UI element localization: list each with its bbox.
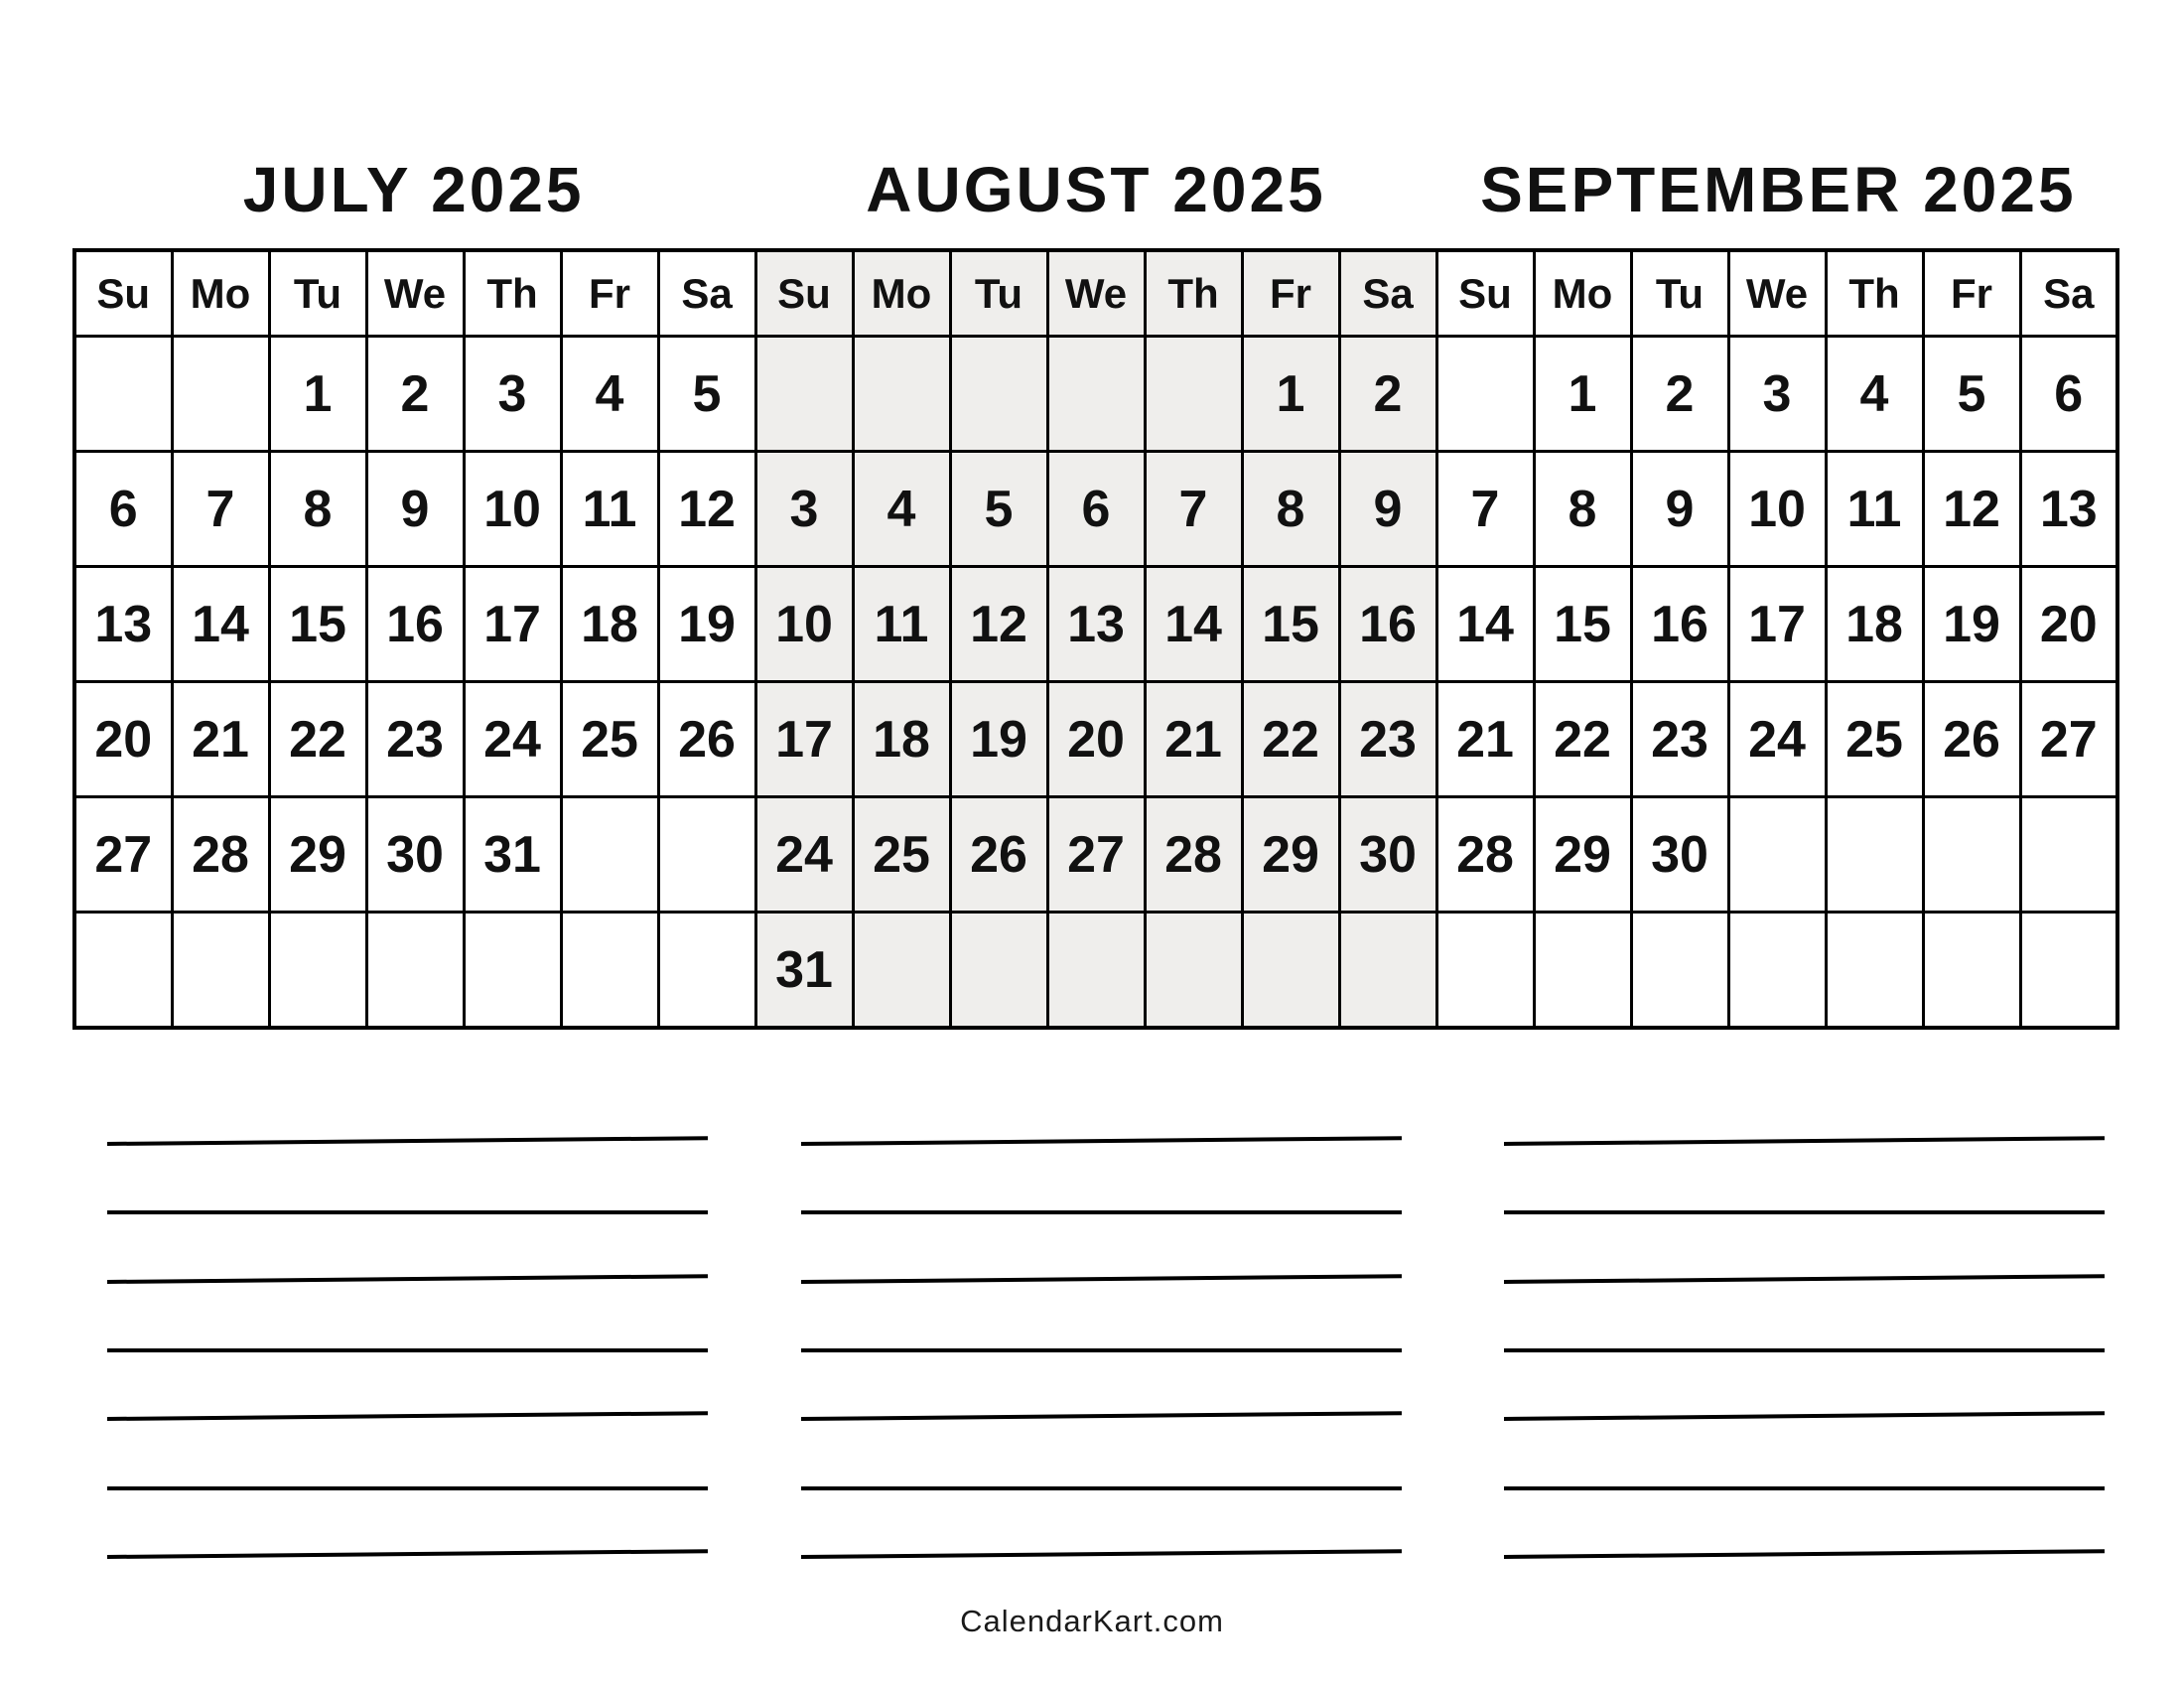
- day-cell: 21: [1436, 682, 1534, 797]
- day-cell: 1: [269, 337, 366, 452]
- week-row: [74, 797, 2117, 913]
- day-cell: 1: [1242, 337, 1339, 452]
- day-cell: 29: [1242, 797, 1339, 913]
- note-line: [801, 1348, 1402, 1352]
- empty-day-cell: [950, 913, 1047, 1029]
- day-cell: 23: [1339, 682, 1436, 797]
- empty-day-cell: [1728, 797, 1826, 913]
- note-line: [1504, 1210, 2105, 1214]
- day-cell: 26: [950, 797, 1047, 913]
- day-cell: 26: [658, 682, 755, 797]
- day-cell: 10: [1728, 452, 1826, 567]
- month-title-september: SEPTEMBER 2025: [1480, 154, 2077, 225]
- day-cell: 14: [172, 567, 269, 682]
- note-line: [1504, 1348, 2105, 1352]
- day-header: Sa: [658, 250, 755, 337]
- note-line: [801, 1549, 1402, 1559]
- week-row: [74, 337, 2117, 452]
- empty-day-cell: [658, 913, 755, 1029]
- day-cell: 2: [366, 337, 464, 452]
- day-header: Tu: [950, 250, 1047, 337]
- day-cell: 7: [1145, 452, 1242, 567]
- day-header: We: [1047, 250, 1145, 337]
- day-cell: 9: [1339, 452, 1436, 567]
- day-header: Su: [1436, 250, 1534, 337]
- day-cell: 17: [755, 682, 853, 797]
- note-line: [107, 1210, 708, 1214]
- day-cell: 7: [172, 452, 269, 567]
- day-cell: 17: [464, 567, 561, 682]
- empty-day-cell: [1923, 797, 2020, 913]
- note-line: [107, 1274, 708, 1284]
- day-header: Fr: [561, 250, 658, 337]
- empty-day-cell: [950, 337, 1047, 452]
- day-cell: 5: [950, 452, 1047, 567]
- note-line: [107, 1348, 708, 1352]
- day-cell: 30: [366, 797, 464, 913]
- empty-day-cell: [464, 913, 561, 1029]
- day-header: We: [366, 250, 464, 337]
- empty-day-cell: [1145, 337, 1242, 452]
- day-cell: 10: [755, 567, 853, 682]
- day-cell: 7: [1436, 452, 1534, 567]
- day-cell: 4: [1826, 337, 1923, 452]
- day-cell: 20: [1047, 682, 1145, 797]
- day-cell: 30: [1339, 797, 1436, 913]
- day-cell: 19: [1923, 567, 2020, 682]
- footer-site-text: CalendarKart.com: [960, 1604, 1224, 1638]
- note-line: [801, 1210, 1402, 1214]
- day-cell: 18: [853, 682, 950, 797]
- notes-group: [107, 1142, 708, 1579]
- day-header: Fr: [1923, 250, 2020, 337]
- day-header: Th: [464, 250, 561, 337]
- empty-day-cell: [172, 337, 269, 452]
- day-cell: 20: [74, 682, 172, 797]
- day-cell: 27: [74, 797, 172, 913]
- day-header: Mo: [1534, 250, 1631, 337]
- empty-day-cell: [1145, 913, 1242, 1029]
- day-cell: 25: [1826, 682, 1923, 797]
- day-cell: 15: [1534, 567, 1631, 682]
- empty-day-cell: [658, 797, 755, 913]
- day-header: Th: [1145, 250, 1242, 337]
- day-header: Tu: [1631, 250, 1728, 337]
- note-line: [107, 1486, 708, 1490]
- note-line: [801, 1486, 1402, 1490]
- day-cell: 16: [366, 567, 464, 682]
- day-cell: 13: [1047, 567, 1145, 682]
- day-cell: 11: [1826, 452, 1923, 567]
- empty-day-cell: [172, 913, 269, 1029]
- day-cell: 25: [853, 797, 950, 913]
- day-cell: 14: [1145, 567, 1242, 682]
- day-header: We: [1728, 250, 1826, 337]
- day-cell: 15: [269, 567, 366, 682]
- calendar-grid: [72, 248, 2119, 1030]
- empty-day-cell: [1923, 913, 2020, 1029]
- day-cell: 21: [1145, 682, 1242, 797]
- day-cell: 21: [172, 682, 269, 797]
- day-cell: 5: [1923, 337, 2020, 452]
- day-cell: 19: [658, 567, 755, 682]
- day-cell: 14: [1436, 567, 1534, 682]
- day-cell: 24: [1728, 682, 1826, 797]
- day-cell: 27: [2020, 682, 2117, 797]
- note-line: [1504, 1486, 2105, 1490]
- week-row: [74, 567, 2117, 682]
- notes-group: [801, 1142, 1402, 1579]
- note-line: [107, 1136, 708, 1146]
- day-cell: 23: [366, 682, 464, 797]
- empty-day-cell: [1728, 913, 1826, 1029]
- day-cell: 3: [755, 452, 853, 567]
- day-cell: 9: [1631, 452, 1728, 567]
- day-cell: 3: [464, 337, 561, 452]
- month-title-july: JULY 2025: [242, 154, 585, 225]
- day-cell: 25: [561, 682, 658, 797]
- day-cell: 6: [1047, 452, 1145, 567]
- empty-day-cell: [853, 913, 950, 1029]
- day-cell: 28: [1145, 797, 1242, 913]
- day-cell: 27: [1047, 797, 1145, 913]
- day-cell: 16: [1339, 567, 1436, 682]
- day-cell: 4: [853, 452, 950, 567]
- note-line: [107, 1411, 708, 1421]
- note-line: [801, 1411, 1402, 1421]
- empty-day-cell: [1826, 797, 1923, 913]
- day-cell: 28: [1436, 797, 1534, 913]
- month-title-august: AUGUST 2025: [866, 154, 1326, 225]
- empty-day-cell: [1242, 913, 1339, 1029]
- empty-day-cell: [1631, 913, 1728, 1029]
- day-cell: 22: [1242, 682, 1339, 797]
- empty-day-cell: [1047, 337, 1145, 452]
- month-titles-row: [72, 95, 2119, 232]
- empty-day-cell: [1047, 913, 1145, 1029]
- day-cell: 31: [755, 913, 853, 1029]
- empty-day-cell: [74, 337, 172, 452]
- day-cell: 12: [658, 452, 755, 567]
- empty-day-cell: [366, 913, 464, 1029]
- day-cell: 19: [950, 682, 1047, 797]
- note-line: [1504, 1549, 2105, 1559]
- day-cell: 29: [1534, 797, 1631, 913]
- day-cell: 24: [755, 797, 853, 913]
- day-cell: 4: [561, 337, 658, 452]
- day-cell: 8: [1534, 452, 1631, 567]
- note-line: [801, 1274, 1402, 1284]
- day-header: Mo: [853, 250, 950, 337]
- day-cell: 30: [1631, 797, 1728, 913]
- notes-group: [1504, 1142, 2105, 1579]
- day-cell: 26: [1923, 682, 2020, 797]
- day-header-row: [74, 250, 2117, 337]
- day-header: Fr: [1242, 250, 1339, 337]
- day-header: Tu: [269, 250, 366, 337]
- day-cell: 3: [1728, 337, 1826, 452]
- empty-day-cell: [561, 797, 658, 913]
- day-cell: 11: [561, 452, 658, 567]
- empty-day-cell: [1826, 913, 1923, 1029]
- note-line: [1504, 1274, 2105, 1284]
- day-cell: 8: [269, 452, 366, 567]
- day-cell: 11: [853, 567, 950, 682]
- day-cell: 18: [1826, 567, 1923, 682]
- day-cell: 20: [2020, 567, 2117, 682]
- day-header: Sa: [2020, 250, 2117, 337]
- day-cell: 2: [1339, 337, 1436, 452]
- day-cell: 13: [74, 567, 172, 682]
- empty-day-cell: [1339, 913, 1436, 1029]
- empty-day-cell: [853, 337, 950, 452]
- note-line: [107, 1549, 708, 1559]
- empty-day-cell: [2020, 797, 2117, 913]
- empty-day-cell: [269, 913, 366, 1029]
- empty-day-cell: [1436, 913, 1534, 1029]
- day-cell: 16: [1631, 567, 1728, 682]
- empty-day-cell: [1534, 913, 1631, 1029]
- day-cell: 6: [2020, 337, 2117, 452]
- empty-day-cell: [74, 913, 172, 1029]
- week-row: [74, 452, 2117, 567]
- day-cell: 22: [1534, 682, 1631, 797]
- day-cell: 18: [561, 567, 658, 682]
- day-cell: 28: [172, 797, 269, 913]
- day-header: Sa: [1339, 250, 1436, 337]
- day-cell: 5: [658, 337, 755, 452]
- day-cell: 23: [1631, 682, 1728, 797]
- note-line: [801, 1136, 1402, 1146]
- empty-day-cell: [2020, 913, 2117, 1029]
- day-header: Su: [755, 250, 853, 337]
- empty-day-cell: [1436, 337, 1534, 452]
- day-cell: 17: [1728, 567, 1826, 682]
- day-cell: 6: [74, 452, 172, 567]
- note-line: [1504, 1411, 2105, 1421]
- day-cell: 31: [464, 797, 561, 913]
- day-cell: 1: [1534, 337, 1631, 452]
- day-cell: 10: [464, 452, 561, 567]
- day-cell: 15: [1242, 567, 1339, 682]
- day-cell: 12: [950, 567, 1047, 682]
- empty-day-cell: [755, 337, 853, 452]
- day-cell: 2: [1631, 337, 1728, 452]
- day-cell: 24: [464, 682, 561, 797]
- week-row: [74, 682, 2117, 797]
- day-cell: 13: [2020, 452, 2117, 567]
- day-cell: 12: [1923, 452, 2020, 567]
- day-header: Su: [74, 250, 172, 337]
- day-cell: 8: [1242, 452, 1339, 567]
- note-line: [1504, 1136, 2105, 1146]
- day-header: Mo: [172, 250, 269, 337]
- week-row: [74, 913, 2117, 1029]
- day-header: Th: [1826, 250, 1923, 337]
- day-cell: 22: [269, 682, 366, 797]
- day-cell: 29: [269, 797, 366, 913]
- empty-day-cell: [561, 913, 658, 1029]
- day-cell: 9: [366, 452, 464, 567]
- notes-section: [0, 1142, 2184, 1579]
